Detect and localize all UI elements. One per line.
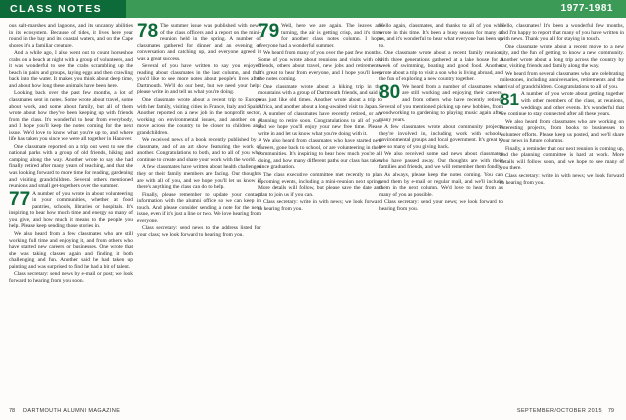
paragraph: Finally, a reminder that our next reunion is coming up, and the planning committee is hard at work. More details will follow soon, and we hope to see many of you there. <box>500 145 624 172</box>
paragraph: As always, please keep the notes coming. You can send them by e-mail or regular mail, and we'll include them in the next column. We'd love to hear from as many of you as possible. <box>379 172 503 198</box>
paragraph: The summer issue was published with news of the class officers and a report on the mini-reunion held in the spring. A number of classmates gathered for dinner and an evening of conversation and catching up, and everyone agreed it was a great success. <box>137 23 261 62</box>
paragraph: Hello again, classmates, and thanks to all of you who wrote in this time. It's been a busy season for many of us, and it's wonderful to hear what everyone has been up to. <box>379 23 503 49</box>
paragraph: We also heard from a few classmates who are still working full time and enjoying it, and from others who have started new careers or businesses. One wrote that she was taking classes again and finding it both challenging and fun. Another said he had taken up painting and was surprised to find he had a bit of talent. <box>9 230 133 270</box>
page-number-right: 79 <box>607 408 614 414</box>
paragraph: And a while ago, I also went out to count horseshoe crabs on a beach at night with a group of volunteers, and it was wonderful to see the crabs scrambling up the beach in pairs and groups, laying eggs and then crawling back into the water. It makes you think about deep time, and about how long these animals have been here. <box>9 50 133 89</box>
paragraph: One classmate wrote about a recent move to a new city, and the fun of getting to know a new community. Another wrote about a long trip across the country by car, visiting friends and family along the way. <box>500 43 624 70</box>
paragraph: We heard from many of you over the past few months. Some of you wrote about reunions and visits with old friends, others about travel, new jobs and retirements. It's great to hear from everyone, and I hope you'll keep the notes coming. <box>258 50 382 83</box>
paragraph: Finally, please remember to update your contact information with the alumni office so we can keep in touch. And please consider sending a note for the next issue, even if it's just a line or two. We love hearing from everyone. <box>137 191 261 224</box>
column-3 <box>258 23 382 404</box>
section-header-left-band <box>0 0 126 18</box>
paragraph: Looking back over the past few months, a lot of classmates sent in notes. Some wrote about travel, some about work, and some about family, but all of them wrote about how they've been keeping up with friends from the class. It's wonderful to hear from everybody, and I hope you'll keep the notes coming for the next issue. We'd love to know what you're up to, and where life has taken you since we were all together in Hanover. <box>9 90 133 143</box>
paragraph: The class executive committee met recently to plan upcoming events, including a mini-reunion next spring. More details will follow, but please save the date and plan to join us if you can. <box>258 172 382 198</box>
column-1 <box>9 23 133 404</box>
paragraph: ous salt-marshes and lagoons, and its uncanny abilities in its ecosystem. Because of tides, it lives here year round in the bay and its coastal waters, and on the Cape shores it's a familiar creature. <box>9 23 133 49</box>
paragraph: Class secretary: write in with news; we look forward to hearing from you. <box>500 173 624 186</box>
paragraph: One classmate wrote about a hiking trip in the mountains with a group of Dartmouth friends, and said it was just like old times. Another wrote about a trip to Africa, and another about a long-awaited visit to Japan. <box>258 83 382 110</box>
paragraph: A number of you wrote in about volunteering in your communities, whether at food pantries, schools, libraries or hospitals. It's inspiring to hear how much time and energy so many of you give, and how much it means to the people you help. Please keep sending those stories in. <box>9 190 133 230</box>
column-2 <box>137 23 261 404</box>
paragraph: We heard from a number of classmates who are still working and enjoying their careers, and from others who have recently retired. Several of you mentioned picking up new hobbies, from woodworking to gardening to playing music again after many years. <box>379 83 503 123</box>
class-years: 1977-1981 <box>560 3 613 14</box>
paragraph: One classmate wrote about a recent family reunion, with three generations gathered at a lake house for a week of swimming, boating and good food. Another wrote about a trip to visit a son who is living abroad, and the fun of exploring a new country together. <box>379 50 503 83</box>
paragraph: One classmate wrote about a recent trip to Europe with her family, visiting cities in France, Italy and Spain. Another reported on a new job in the nonprofit sector, working on environmental issues, and another on a move across the country to be closer to children and grandchildren. <box>137 97 261 136</box>
paragraph: Class secretary: write in with news; we look forward to hearing from you. <box>258 199 382 212</box>
class-year-dropcap: 79 <box>258 23 280 42</box>
paragraph: Class secretary: send news by e-mail or post; we look forward to hearing from you soon. <box>9 271 133 284</box>
paragraph: A number of classmates have recently retired, or are planning to retire soon. Congratulations to all of you, and we hope you'll enjoy your new free time. Please write in and let us know what you're doing with it. <box>258 111 382 137</box>
section-header-bar <box>0 0 626 18</box>
paragraph: A few classmates wrote about community projects they're involved in, including work with schools, environmental groups and local government. It's great to see so many of you giving back. <box>379 124 503 150</box>
paragraph: We also heard from classmates who have started new careers, gone back to school, or are volunteering in their communities. It's inspiring to hear how much you're all doing, and how many different paths our class has taken since graduation. <box>258 138 382 171</box>
section-title: CLASS NOTES <box>10 3 103 15</box>
page-number-left: 78 <box>9 408 16 414</box>
paragraph: We also heard from classmates who are working on interesting projects, from books to businesses to volunteer efforts. Please keep us posted, and we'll share your news in future columns. <box>500 118 624 145</box>
magazine-name: DARTMOUTH ALUMNI MAGAZINE <box>23 408 121 414</box>
column-4 <box>379 23 503 404</box>
class-year-dropcap: 78 <box>137 23 159 42</box>
paragraph: Class secretary: send your news; we look forward to hearing from you. <box>379 199 503 212</box>
paragraph: Several of you have written to say you enjoyed reading about classmates in the last column, and that you'd like to see more notes about people's lives after Dartmouth. We'll do our best, but we need your help: please write in and tell us what you're doing. <box>137 63 261 96</box>
paragraph: A number of you wrote about getting together with other members of the class, at reunions, weddings and other events. It's wonderful that we continue to stay connected after all these years. <box>500 91 624 118</box>
paragraph: We heard from several classmates who are celebrating milestones, including anniversaries, retirements and the arrival of grandchildren. Congratulations to all of you. <box>500 70 624 90</box>
paragraph: A few classmates have written about health challenges they or their family members are facing. Our thoughts are with all of you, and we hope you'll let us know if there's anything the class can do to help. <box>137 164 261 191</box>
class-year-dropcap: 81 <box>500 90 519 110</box>
section-header-right-band <box>126 0 626 18</box>
paragraph: Well, here we are again. The leaves are turning, the air is getting crisp, and it's time for another class notes column. I hope everyone had a wonderful summer. <box>258 23 382 49</box>
paragraph: We also received some sad news about classmates who have passed away. Our thoughts are with their families and friends, and we will remember them fondly. <box>379 151 503 171</box>
issue-date: SEPTEMBER/OCTOBER 2015 <box>516 408 602 414</box>
column-5 <box>500 23 624 404</box>
paragraph: Class secretary: send news to the address listed for your class; we look forward to hearing from you. <box>137 225 261 238</box>
paragraph: Hello, classmates! It's been a wonderful few months, and I'm happy to report that many of you have written in with news. Thank you all for staying in touch. <box>500 23 624 43</box>
class-year-dropcap: 77 <box>9 188 31 210</box>
paragraph: One classmate reported on a trip out west to see the national parks with a group of old friends, hiking and camping along the way. Another wrote to say she had finally retired after many years of teaching, and that she was looking forward to more time for reading, gardening and visiting grandchildren. Several others mentioned reunions and small get-togethers over the summer. <box>9 143 133 190</box>
class-year-dropcap: 80 <box>379 81 401 103</box>
paragraph: We received news of a book recently published by a classmate, and of an art show featuring the work of another. Congratulations to both, and to all of you who continue to create and share your work with the world. <box>137 137 261 163</box>
page-footer <box>9 406 614 416</box>
